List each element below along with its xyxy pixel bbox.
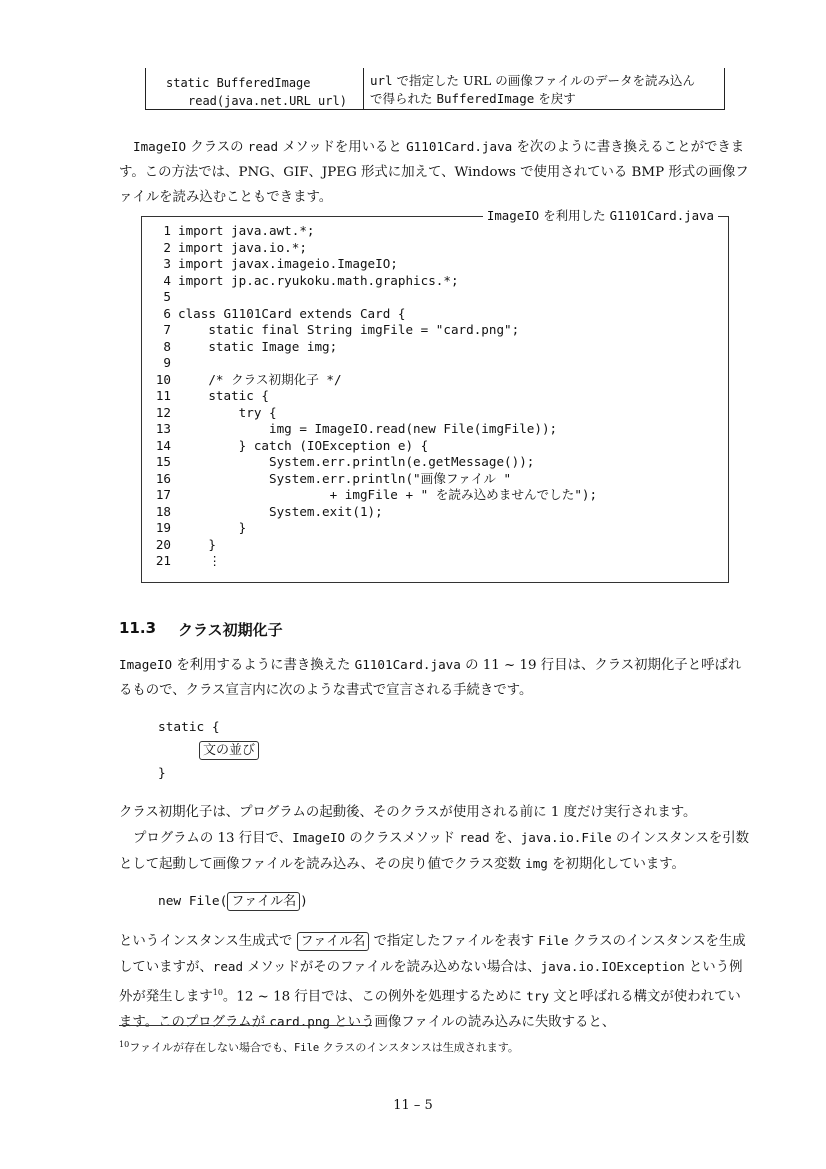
new-file-syntax	[158, 892, 308, 912]
inline-code: read	[212, 959, 244, 974]
code-lines	[150, 223, 720, 570]
line-text: } catch (IOException e) {	[178, 437, 429, 453]
paragraph-text: のクラスメソッド	[345, 831, 460, 846]
line-text: static Image img;	[178, 338, 338, 354]
paragraph-text: で指定したファイルを表す	[369, 934, 539, 949]
line-number: 10	[155, 371, 171, 387]
signature-line-2: read(java.net.URL url)	[188, 94, 347, 108]
line-number: 17	[155, 487, 171, 502]
footnote-text: クラスのインスタンスは生成されます。	[319, 1041, 519, 1054]
code-line	[150, 339, 720, 356]
method-description	[364, 68, 724, 109]
desc-code: url	[370, 73, 393, 88]
code-line	[150, 487, 720, 504]
paragraph-text: を、	[489, 831, 521, 846]
line-text: }	[178, 520, 247, 535]
signature-line-1: static BufferedImage	[166, 76, 311, 90]
code-line	[150, 504, 720, 521]
paragraph-text: メソッドを用いると	[278, 140, 407, 155]
line-text: import jp.ac.ryukoku.math.graphics.*;	[178, 272, 459, 288]
code-line	[150, 273, 720, 290]
paragraph-text: クラスの	[186, 140, 248, 155]
line-number: 6	[163, 305, 171, 321]
line-text: System.exit(1);	[178, 503, 383, 519]
line-number: 14	[155, 437, 171, 453]
paragraph-text: というインスタンス生成式で	[119, 934, 297, 949]
inline-code: File	[293, 1042, 320, 1054]
static-syntax-block	[158, 718, 259, 784]
code-line	[150, 289, 720, 306]
line-number: 8	[163, 338, 171, 354]
inline-code: File	[538, 933, 569, 948]
line-number: 20	[155, 536, 171, 552]
inline-code: read	[247, 139, 279, 154]
line-text	[171, 355, 178, 372]
line-text: ⋮	[178, 553, 221, 568]
code-line	[150, 223, 720, 240]
code-line	[150, 553, 720, 570]
api-table	[145, 68, 725, 110]
code-line	[150, 471, 720, 488]
paragraph-text: の 11 ~ 19 行目は、クラス初期化子と呼ばれるもので、クラス宣言内に次のような書式で宣言される手続きです。	[119, 658, 742, 698]
code-line	[150, 537, 720, 554]
inline-code: G1101Card.java	[406, 139, 513, 154]
code-line	[150, 240, 720, 257]
code-line	[150, 454, 720, 471]
paragraph-text: という例外が発生します	[119, 960, 743, 1005]
line-text: }	[178, 536, 216, 552]
code-line	[150, 421, 720, 438]
placeholder-box: 文の並び	[199, 741, 259, 760]
paragraph-5	[119, 928, 751, 1035]
code-listing	[141, 208, 729, 583]
line-text: static final String imgFile = "card.png";	[178, 322, 520, 337]
line-number: 7	[163, 322, 171, 337]
paragraph-text: プログラムの 13 行目で、	[133, 831, 293, 846]
desc-text: を戻す	[534, 91, 576, 106]
line-number: 21	[155, 553, 171, 568]
listing-title-text: を利用した	[539, 208, 610, 223]
desc-text: で得られた	[370, 91, 437, 106]
line-text: try {	[178, 404, 277, 420]
inline-code: G1101Card.java	[354, 657, 461, 672]
inline-code: ImageIO	[133, 139, 187, 154]
code-line	[150, 306, 720, 323]
inline-code: java.io.File	[520, 830, 612, 845]
line-number: 11	[155, 388, 171, 403]
footnote	[119, 1037, 519, 1056]
line-text: import java.io.*;	[178, 239, 307, 255]
line-number: 13	[155, 421, 171, 436]
paragraph-4	[119, 825, 751, 877]
line-text: System.err.println(e.getMessage());	[178, 454, 535, 469]
placeholder-box: ファイル名	[227, 892, 300, 911]
section-title: クラス初期化子	[178, 621, 283, 639]
line-number: 4	[163, 272, 171, 288]
placeholder-box: ファイル名	[297, 932, 370, 951]
paragraph-text: を次のように書き換えることができます。この方法では、PNG、GIF、JPEG 形式に加えて、Windows で使用されている BMP 形式の画像ファイルを読み込むこともできます。	[119, 140, 749, 205]
code-line	[150, 405, 720, 422]
section-number: 11.3	[119, 619, 157, 637]
method-signature	[146, 68, 364, 109]
line-text: System.err.println("画像ファイル "	[178, 470, 512, 486]
line-text: /* クラス初期化子 */	[178, 371, 342, 387]
listing-title	[483, 208, 718, 224]
footnote-rule	[119, 1025, 372, 1026]
syntax-open: static {	[158, 720, 220, 735]
line-number: 18	[155, 503, 171, 519]
inline-code: img	[525, 856, 548, 871]
paragraph-text: クラスのインスタンスを生成していますが、	[119, 934, 746, 975]
line-number: 16	[155, 470, 171, 486]
listing-title-code: ImageIO	[486, 208, 540, 223]
footnote-text: ファイルが存在しない場合でも、	[129, 1041, 294, 1054]
code-line	[150, 372, 720, 389]
line-number: 12	[155, 404, 171, 420]
paragraph-text: という画像ファイルの読み込みに失敗すると、	[330, 1015, 616, 1031]
inline-code: read	[459, 830, 490, 845]
paragraph-2	[119, 652, 751, 703]
syntax-suffix: )	[300, 894, 308, 909]
syntax-close: }	[158, 766, 166, 781]
footnote-number: 10	[119, 1040, 130, 1049]
paragraph-text: 。12 ~ 18 行目では、この例外を処理するために	[222, 989, 527, 1005]
line-number: 5	[163, 289, 171, 304]
listing-title-file: G1101Card.java	[609, 208, 714, 223]
paragraph-text: メソッドがそのファイルを読み込めない場合は、	[243, 960, 541, 975]
inline-code: try	[526, 988, 550, 1004]
line-text	[171, 289, 178, 306]
line-text: + imgFile + " を読み込めませんでした");	[178, 487, 598, 502]
code-line	[150, 355, 720, 372]
line-text: img = ImageIO.read(new File(imgFile));	[178, 421, 558, 436]
paragraph-3	[119, 800, 751, 825]
section-heading	[119, 619, 283, 640]
line-text: class G1101Card extends Card {	[178, 305, 406, 321]
line-number: 19	[155, 520, 171, 535]
paragraph-text: を初期化しています。	[547, 857, 685, 872]
inline-code: java.io.IOException	[540, 959, 685, 974]
code-line	[150, 438, 720, 455]
footnote-marker: 10	[212, 988, 223, 997]
paragraph-text: 文と呼ばれる構文が使われています。このプログラムが	[119, 989, 741, 1031]
line-number: 1	[163, 223, 171, 238]
paragraph-text: クラス初期化子は、プログラムの起動後、そのクラスが使用される前に 1 度だけ実行されます。	[119, 805, 697, 820]
line-number: 3	[163, 256, 171, 271]
line-number: 9	[163, 355, 171, 370]
desc-text: で指定した URL の画像ファイルのデータを読み込ん	[392, 73, 695, 88]
code-line	[150, 388, 720, 405]
page-number: 11 – 5	[393, 1098, 433, 1113]
code-line	[150, 256, 720, 273]
desc-code: BufferedImage	[436, 91, 535, 106]
code-line	[150, 520, 720, 537]
line-text: import javax.imageio.ImageIO;	[178, 256, 398, 271]
paragraph-text: を利用するように書き換えた	[172, 658, 355, 673]
intro-paragraph	[119, 134, 751, 210]
inline-code: card.png	[269, 1014, 331, 1030]
inline-code: ImageIO	[292, 830, 346, 845]
line-number: 15	[155, 454, 171, 469]
line-number: 2	[163, 239, 171, 255]
paragraph-text: のインスタンスを引数として起動して画像ファイルを読み込み、その戻り値でクラス変数	[119, 831, 750, 872]
syntax-prefix: new File(	[158, 894, 228, 909]
line-text: static {	[178, 388, 269, 403]
inline-code: ImageIO	[119, 657, 173, 672]
code-line	[150, 322, 720, 339]
line-text: import java.awt.*;	[178, 223, 315, 238]
